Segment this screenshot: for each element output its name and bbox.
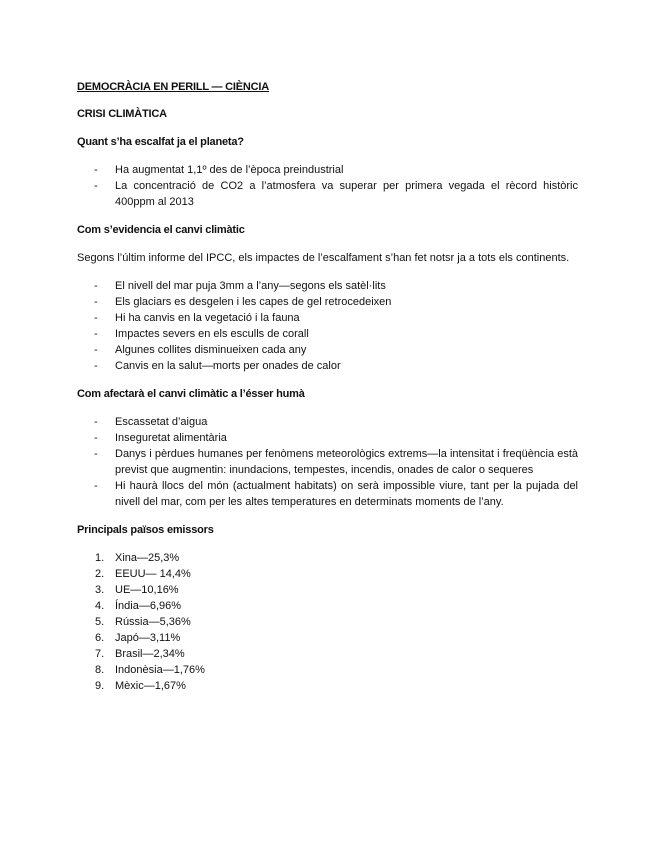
list-item-text: Danys i pèrdues humanes per fenòmens meteorològics extrems—la intensitat i freqüència està previst que augmentin: inundacions, tempestes, incendis, onades de calor o sequeres [115,448,578,476]
list-item [77,414,578,430]
dash-marker: - [94,432,98,444]
number-marker: 6. [95,632,105,644]
list-item [77,478,578,510]
list-item-text: Rússia—5,36% [115,616,191,628]
list-item-text: Mèxic—1,67% [115,680,186,692]
dash-marker: - [94,448,98,460]
list-item-text: Índia—6,96% [115,600,182,612]
list-item [77,566,578,582]
list-item-text: Canvis en la salut—morts per onades de calor [115,360,341,372]
list-item [77,678,578,694]
document-body [77,79,578,694]
section-heading-impacts: Com afectarà el canvi climàtic a l’ésser humà [77,388,305,400]
list-item-text: Brasil—2,34% [115,648,185,660]
dash-marker: - [94,280,98,292]
list-item-text: Xina—25,3% [115,552,180,564]
dash-marker: - [94,416,98,428]
list-item [77,662,578,678]
list-item-text: UE—10,16% [115,584,179,596]
section-heading-emitters: Principals països emissors [77,524,214,536]
list-item [77,614,578,630]
list-item-text: Escassetat d’aigua [115,416,208,428]
dash-marker: - [94,360,98,372]
list-item [77,646,578,662]
number-marker: 2. [95,568,105,580]
list-item [77,430,578,446]
list-item-text: Hi ha canvis en la vegetació i la fauna [115,312,300,324]
list-item [77,178,578,210]
list-item [77,278,578,294]
dash-marker: - [94,180,98,192]
list-item [77,358,578,374]
section-heading-evidence: Com s’evidencia el canvi climàtic [77,224,245,236]
list-item-text: Els glaciars es desgelen i les capes de gel retrocedeixen [115,296,392,308]
document-subtitle: CRISI CLIMÀTICA [77,108,167,120]
list-item [77,582,578,598]
list-item-text: EEUU— 14,4% [115,568,191,580]
list-item-text: Japó—3,11% [115,632,181,644]
number-marker: 4. [95,600,105,612]
list-item [77,598,578,614]
number-marker: 5. [95,616,105,628]
number-marker: 3. [95,584,105,596]
document-title: DEMOCRÀCIA EN PERILL — CIÈNCIA [77,81,270,93]
list-emitters [77,550,578,694]
list-item [77,310,578,326]
list-item-text: Algunes collites disminueixen cada any [115,344,307,356]
list-item-text: Hi haurà llocs del món (actualment habitats) on serà impossible viure, tant per la pujada del nivell del mar, com per les altes temperatures en determinats moments de l’any. [115,480,578,508]
dash-marker: - [94,312,98,324]
dash-marker: - [94,328,98,340]
list-item [77,446,578,478]
dash-marker: - [94,344,98,356]
list-item-text: La concentració de CO2 a l’atmosfera va superar per primera vegada el rècord històric 400ppm al 2013 [115,180,578,208]
list-impacts [77,414,578,510]
list-item-text: Ha augmentat 1,1º des de l’època preindustrial [115,164,344,176]
list-evidence [77,278,578,374]
list-item-text: Indonèsia—1,76% [115,664,205,676]
list-item-text: Inseguretat alimentària [115,432,227,444]
number-marker: 7. [95,648,105,660]
list-warming [77,162,578,210]
dash-marker: - [94,480,98,492]
list-item [77,630,578,646]
list-item [77,342,578,358]
section-heading-warming: Quant s’ha escalfat ja el planeta? [77,136,244,148]
dash-marker: - [94,296,98,308]
dash-marker: - [94,164,98,176]
number-marker: 9. [95,680,105,692]
list-item [77,294,578,310]
list-item-text: El nivell del mar puja 3mm a l’any—segons els satèl·lits [115,280,386,292]
list-item-text: Impactes severs en els esculls de corall [115,328,309,340]
list-item [77,550,578,566]
number-marker: 8. [95,664,105,676]
evidence-paragraph: Segons l’últim informe del IPCC, els impactes de l’escalfament s’han fet notsr ja a tots els continents. [77,252,570,264]
number-marker: 1. [95,552,105,564]
list-item [77,326,578,342]
list-item [77,162,578,178]
